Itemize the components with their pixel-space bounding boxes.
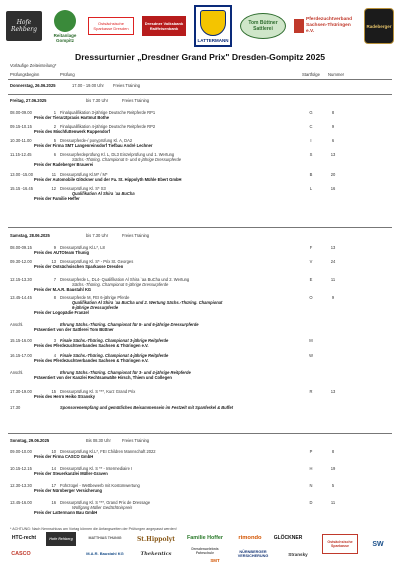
rimondo-logo	[232, 532, 268, 544]
row-number: 14	[51, 466, 56, 471]
row-title: Dressurpferdeprüfung Kl. L, DL3 Einzelprüfung und 1. Wertung	[60, 152, 175, 157]
mar-baustahl-logo	[80, 547, 130, 559]
row-sponsor: Preis des Pferdezuchtverbandes Sachsen & Thüringen e.V.	[34, 358, 149, 363]
hoffer-text: Familie Hoffer	[187, 535, 223, 541]
sparkasse-text: Ostsächsische Sparkasse	[327, 540, 353, 548]
casco-logo	[4, 547, 38, 561]
dresdner-volksbank-logo	[142, 16, 186, 36]
divider	[8, 94, 392, 95]
row-title: Dressurprüfung Kl.M* / M*	[60, 172, 108, 177]
row-title: Dressurprüfung Kl. S ***, Kurz Grand Prix	[60, 389, 136, 394]
row-place: G	[309, 110, 313, 115]
row-number: 9	[53, 245, 56, 250]
nuernberger-logo	[232, 548, 274, 560]
row-place: F	[309, 245, 313, 250]
row-title: Finalqualifikation 4-jährige Deutsche Reitpferde RP2	[60, 124, 156, 129]
row-time: 13.00 -15.00	[10, 172, 33, 177]
matthias-thunig-logo	[80, 532, 130, 544]
row-sponsor: Preis des Mischfuttenwerk Ruppendorf	[34, 129, 110, 134]
row-count: 13	[330, 245, 336, 250]
row-title: Dressurprüfung Kl. S ***, Grand Prix de Dressage	[60, 500, 151, 505]
row-sponsor: Preis der Firma SMT Langenreinsdorf Tiefbau André Lechner	[34, 143, 153, 148]
row-time: 08.00-09.00	[10, 110, 32, 115]
subtitle: Vorläufige Zeiteinteilung*	[10, 63, 57, 68]
row-sponsor: Preis der Firma CASCO GmbH	[34, 454, 94, 459]
row-sponsor: Präsentiert von der Sattlerei Tom Büttner	[34, 327, 114, 332]
dresden-logo	[182, 546, 228, 556]
row-sponsor: Preis der Radeberger Brauerei	[34, 162, 94, 167]
row-time: 11.15-12.45	[10, 152, 32, 157]
row-place: C	[309, 124, 313, 129]
tom-buettner-text: Tom Büttner Sattlerei	[248, 20, 278, 32]
reitanlage-gompitz-logo	[50, 5, 80, 47]
divider	[8, 227, 392, 228]
row-sponsor: Preis der Automobile Glöckner und der Fa. St. Hippolyth Mühle Ebert GmbH	[34, 177, 182, 182]
row-count: 9	[331, 124, 335, 129]
row-count: 19	[330, 466, 336, 471]
row-title: Finale Sächs.-Thüring. Championat 3-jährige Reitpferde	[60, 338, 169, 343]
smt-text: SMT	[210, 557, 220, 563]
row-title: Dressurprüfung Kl.L*, FEI Children Mannschaft 2022	[60, 449, 156, 454]
time: Bis 08.30 Uhr	[86, 438, 111, 443]
row-title: Dressurpferde-/ ponyprüfung Kl. A, DA2	[60, 138, 133, 143]
row-count: 24	[330, 259, 336, 264]
familie-hoffer-logo	[182, 532, 228, 544]
row-number: 13	[51, 259, 56, 264]
row-time: 17.30-19.00	[10, 389, 32, 394]
row-place: H	[309, 466, 313, 471]
smt-logo	[204, 556, 226, 564]
row-count: 6	[331, 138, 335, 143]
divider	[8, 79, 392, 80]
row-time: 13.45-16.00	[10, 500, 32, 505]
volksbank-text: Dresdner Volksbank Raiffeisenbank	[144, 21, 184, 31]
note: Freies Training	[113, 83, 141, 88]
nuernberger-text: NÜRNBERGER VERSICHERUNG	[237, 550, 269, 558]
row-sponsor: Preis der M.A.R. Baustahl KG	[34, 287, 92, 292]
row-time: 10.30-11.00	[10, 138, 32, 143]
row-sponsor: Preis des Herrn Heiko Stransky	[34, 394, 95, 399]
row-title: Dressurprüfung Kl. S* - Prix St. Georges	[60, 259, 134, 264]
row-place: E	[309, 277, 313, 282]
friday-section	[10, 98, 392, 222]
row-sponsor: Preis der Ostsächsischen Sparkasse Dresden	[34, 264, 124, 269]
row-time: 12.30-13.30	[10, 483, 32, 488]
row-number: 17	[51, 483, 56, 488]
day-label: Samstag, 28.06.2025	[10, 233, 50, 238]
thekentics-text: Thekentics	[140, 551, 172, 557]
row-place: L	[309, 186, 313, 191]
row-place: M	[309, 338, 313, 343]
divider	[8, 433, 392, 434]
hofe-logo	[6, 11, 42, 41]
sponsor-bar	[4, 532, 396, 564]
pferdezuchtverband-logo	[294, 15, 356, 37]
rimondo-text: rimondo	[238, 535, 262, 541]
rehberg-logo	[46, 532, 76, 546]
row-title: Ehrung Sächs.-Thüring. Championat für 3- und 4-jährige Reitpferde	[60, 370, 191, 375]
radeberger-text: Radeberger	[366, 23, 392, 29]
time: 17.00 - 19.00 Uhr	[72, 83, 104, 88]
row-time: Anschl.	[10, 370, 24, 375]
row-place: W	[309, 353, 313, 358]
thunig-text: MATTHIAS THUNIG	[88, 536, 122, 540]
note: Freies Training	[122, 98, 150, 103]
row-time: 12.15-13.30	[10, 277, 32, 282]
row-number: 7	[53, 277, 56, 282]
row-place: B	[309, 172, 313, 177]
row-title: Dressurpferde M, FEI 6-jährige Pferde	[60, 295, 130, 300]
row-sponsor: Präsentiert von der Kanzlei Rechtsanwälte Hirsch, Thiem und Collegen	[34, 375, 172, 380]
row-place: I	[310, 138, 312, 143]
hippolyt-text: St.Hippolyt	[136, 535, 176, 543]
row-qualification: Qualifikation Al Shira `aa BuCha und 2. Wertung Sächs.-Thüring. Championat	[72, 300, 223, 305]
row-place: O	[309, 295, 313, 300]
col-test: Prüfung	[60, 72, 75, 77]
horse-icon	[54, 10, 76, 32]
row-title: Finalqualifikation 3-jährige Deutsche Reitpferde RP1	[60, 110, 156, 115]
stransky-logo	[278, 548, 318, 560]
page-title: Dressurturnier „Dresdner Grand Prix" Dresden-Gompitz 2025	[74, 52, 326, 62]
sw-logo	[362, 534, 394, 554]
row-sponsor: Preis der Familie Heffer	[34, 196, 80, 201]
row-subtitle: Wolfgang Müller Gedächtnispreis	[72, 505, 133, 510]
st-hippolyt-logo	[134, 532, 178, 546]
row-sponsor: Preis der Lattermann Bau GmbH	[34, 510, 98, 515]
mar-text: M.A.R. Baustahl KG	[86, 550, 124, 556]
dresden-text: Dresdenuelebnis Fahrschule	[191, 547, 219, 555]
hofe-logo-text: Hofe Rehberg	[10, 19, 38, 33]
row-qualification: Qualifikation Al Shira `aa BuCha	[72, 191, 135, 196]
row-place: N	[309, 483, 313, 488]
sunday-section	[10, 438, 392, 524]
htc-text: HTC-recht	[11, 535, 37, 541]
radeberger-logo	[364, 8, 394, 44]
time: bis 7.30 Uhr	[86, 233, 109, 238]
row-place: V	[309, 259, 313, 264]
time: bis 7.30 Uhr	[86, 98, 109, 103]
notice: * ACHTUNG: Nach Nennschluss am Vortag können die Anfangszeiten der Prüfungen angepasst werden!	[10, 527, 177, 531]
row-time: 10.15-12.15	[10, 466, 32, 471]
row-place: P	[309, 449, 313, 454]
row-number: 6	[53, 152, 56, 157]
row-number: 3	[53, 338, 56, 343]
gloeckner-logo	[270, 532, 306, 544]
row-sponsor: Preis der Logopädie Franzel	[34, 310, 89, 315]
row-count: 8	[331, 449, 335, 454]
row-place: D	[309, 500, 313, 505]
thekentics-logo	[134, 547, 178, 561]
day-label: Freitag, 27.06.2025	[10, 98, 47, 103]
row-place: S	[309, 152, 313, 157]
row-count: 13	[330, 152, 336, 157]
row-number: 12	[51, 186, 56, 191]
row-sponsor: Preis der Tierarztpraxis Hartmut Bothe	[34, 115, 110, 120]
gloeckner-text: GLÖCKNER	[273, 535, 303, 541]
row-sponsor: Preis der Nürnberger Versicherung	[34, 488, 103, 493]
row-count: 16	[330, 186, 336, 191]
row-count: 13	[330, 389, 336, 394]
casco-text: CASCO	[11, 551, 31, 557]
row-time: 08.00-09.15	[10, 245, 32, 250]
row-number: 8	[53, 295, 56, 300]
row-time: 15.15 -16.45	[10, 186, 33, 191]
row-title: Sponsorenempfang und gemütliches Beisammensein im Festzelt mit Spanferkel & Buffet	[60, 405, 234, 410]
row-time: 09.30-12.00	[10, 259, 32, 264]
ostsaechs-text: Ostsächsische Sparkasse Dresden	[93, 21, 129, 31]
sw-text: SW	[372, 540, 384, 548]
header-logos	[6, 4, 394, 48]
stransky-text: Stransky	[288, 551, 308, 557]
row-time: 16.15-17.00	[10, 353, 32, 358]
row-number: 16	[51, 500, 56, 505]
row-title: Finale Sächs.-Thüring. Championat 4-jährige Reitpferde	[60, 353, 169, 358]
pfv-text: Pferdezuchtverband Sachsen-Thüringen e.V.	[306, 17, 353, 34]
row-subtitle: Sächs.-Thüring. Championat 5-jährige Dressurpferde	[72, 282, 169, 287]
col-begin: Prüfungsbeginn	[10, 72, 40, 77]
row-time: Anschl.	[10, 322, 24, 327]
row-number: 10	[51, 449, 56, 454]
horse-head-icon	[294, 19, 304, 33]
rehberg-text: Hofe Rehberg	[49, 537, 73, 541]
row-time: 13.45-14.45	[10, 295, 32, 300]
col-number: Nummer	[328, 72, 345, 77]
row-count: 11	[330, 277, 336, 282]
row-number: 11	[51, 172, 56, 177]
day-label: Sonntag, 29.06.2025	[10, 438, 50, 443]
note: Freies Training	[122, 438, 150, 443]
row-title: Dressurprüfung Kl. S* S3	[60, 186, 106, 191]
row-title: Dressurpferde L, DL4- Qualifikation Al Shira `aa BuCha und 2. Wertung	[60, 277, 190, 282]
row-time: 17.30	[10, 405, 21, 410]
row-time: 15.15-16.00	[10, 338, 32, 343]
col-place: Startfolge	[302, 72, 320, 77]
row-count: 11	[330, 500, 336, 505]
note: Freies Training	[122, 233, 150, 238]
ostsaechsische-sparkasse-logo	[88, 17, 134, 35]
lattermann-logo	[194, 5, 232, 47]
row-title: Dressurprüfung Kl.L*, L8	[60, 245, 105, 250]
row-qualification-cont: 6-jährige Dressurpferde	[72, 305, 119, 310]
row-count: 5	[331, 483, 335, 488]
row-number: 4	[53, 353, 56, 358]
sparkasse-logo	[322, 534, 358, 554]
shield-icon	[200, 10, 226, 36]
row-count: 8	[331, 110, 335, 115]
row-sponsor: Preis des AUTOteam Thunig	[34, 250, 90, 255]
row-count: 9	[331, 295, 335, 300]
row-title: Dressurprüfung Kl. S ** - Intermediaire I	[60, 466, 133, 471]
row-number: 5	[53, 138, 56, 143]
row-time: 09.00-10.00	[10, 449, 32, 454]
row-sponsor: Preis des Pferdezuchtverbandes Sachsen & Thüringen e.V.	[34, 343, 149, 348]
row-title: Führzügel - Wettbewerb mit Kostümwertung	[60, 483, 140, 488]
row-number: 1	[53, 110, 56, 115]
row-time: 09.15-10.15	[10, 124, 32, 129]
row-sponsor: Preis der Steuerkanzlei Müller-Graven	[34, 471, 108, 476]
day-label: Donnerstag, 26.06.2025	[10, 83, 56, 88]
row-number: 15	[51, 389, 56, 394]
lattermann-text: LATTERMANN	[197, 37, 229, 43]
tom-buettner-logo	[240, 13, 286, 39]
row-count: 20	[330, 172, 336, 177]
row-subtitle: Sächs.-Thüring. Championat 5- und 6-jährige Dressurpferde	[72, 157, 181, 162]
row-title: Ehrung Sächs.-Thüring. Championat für 5- und 6-jährige Dressurpferde	[60, 322, 199, 327]
saturday-section	[10, 233, 392, 423]
htc-recht-logo	[4, 532, 44, 544]
row-number: 2	[53, 124, 56, 129]
row-place: R	[309, 389, 313, 394]
reitanlage-text: Reitanlage Gompitz	[53, 32, 77, 43]
